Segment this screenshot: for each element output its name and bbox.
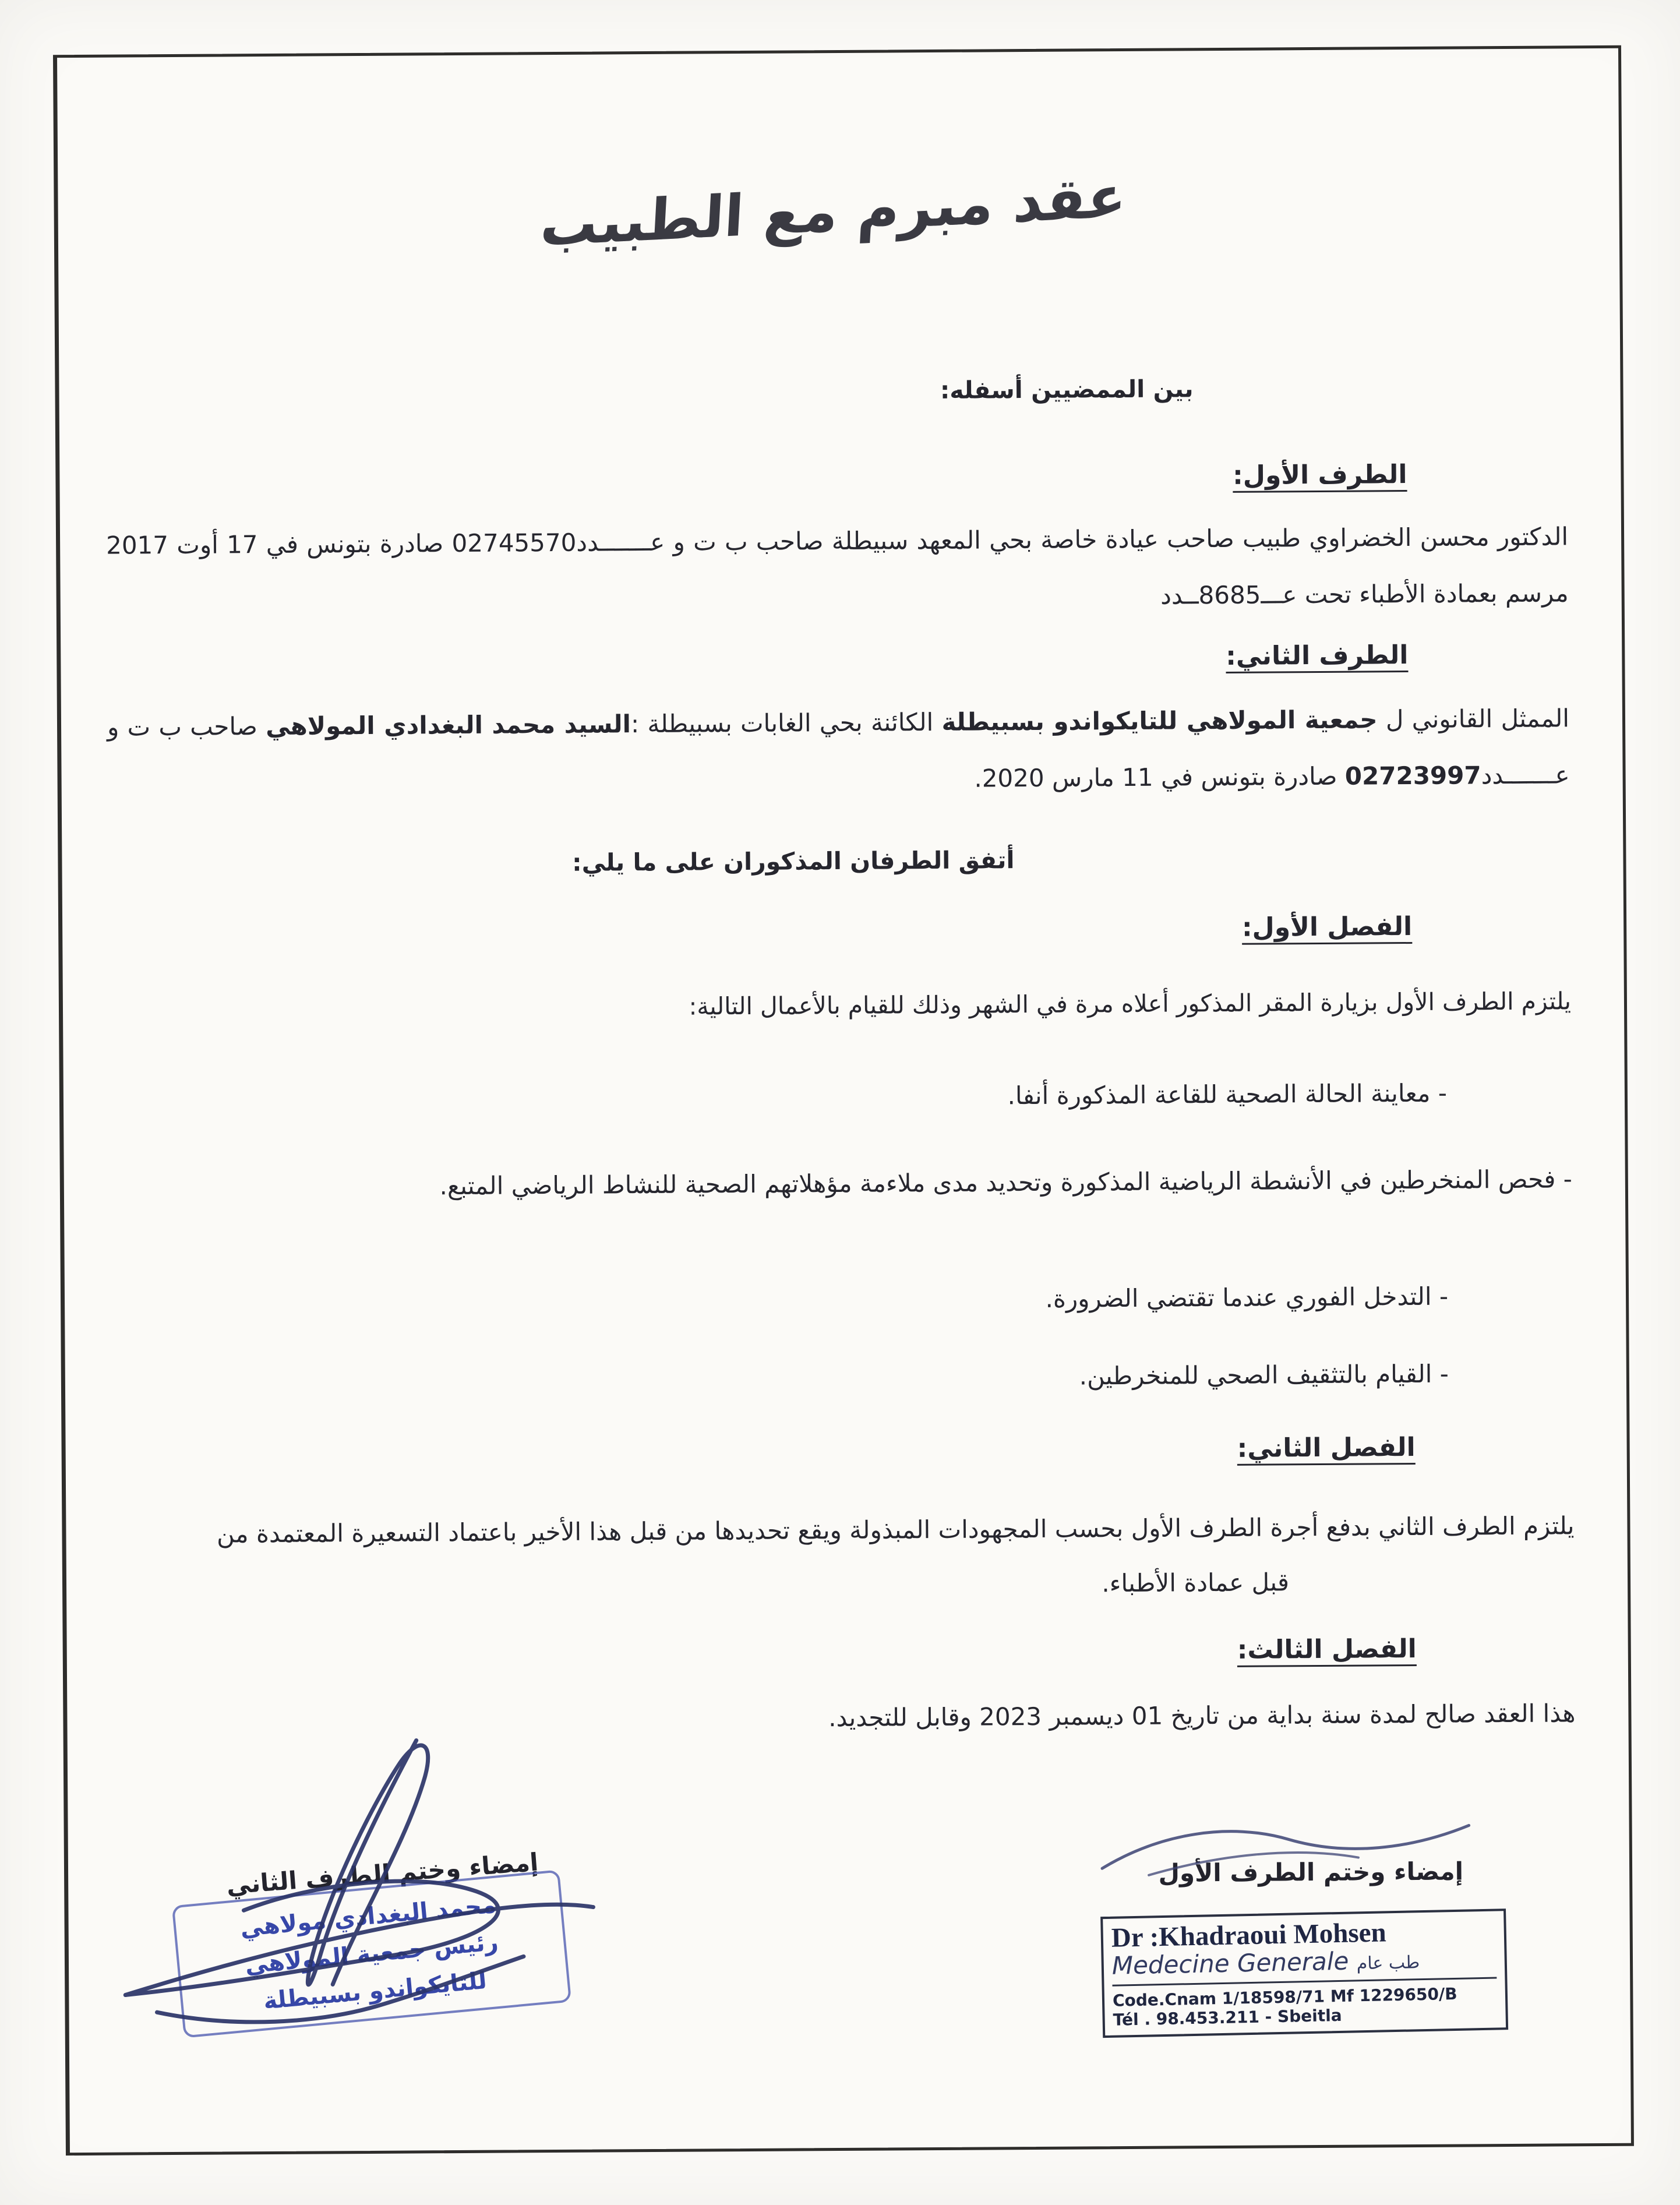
party1-paragraph: الدكتور محسن الخضراوي طبيب صاحب عيادة خاصة بحي المعهد سبيطلة صاحب ب ت و عـــــــدد02745570 صادرة بتونس في 17 أوت 2017 مرسم بعمادة الأطباء تحت عـــ8685ــدد [105,522,1569,610]
chapter1-heading: الفصل الأول: [1241,911,1413,943]
chapter1-item: - القيام بالتثقيف الصحي للمنخرطين. [1079,1359,1449,1391]
association-stamp-line: للتايكواندو بسبيطلة [262,1967,488,2015]
doctor-stamp-specialty-arabic: طب عام [1356,1952,1420,1974]
association-stamp-line: رئيس جمعية المولاهي [243,1928,500,1980]
chapter1-intro: يلتزم الطرف الأول بزيارة المقر المذكور أعلاه مرة في الشهر وذلك للقيام بالأعمال التالية: [689,987,1572,1021]
party2-representative-name: السيد محمد البغدادي المولاهي [265,710,631,741]
chapter1-item: - معاينة الحالة الصحية للقاعة المذكورة أنفا. [1007,1078,1448,1110]
doctor-stamp-phone: Tél . 98.453.211 - Sbeitla [1113,2005,1342,2030]
contract-title: عقد مبرم مع الطبيب [538,163,1128,260]
party1-signature-label: إمضاء وختم الطرف الأول [1158,1857,1464,1888]
party1-doctor-stamp [1100,1908,1508,2038]
chapter3-text: هذا العقد صالح لمدة سنة بداية من تاريخ 01 ديسمبر 2023 وقابل للتجديد. [828,1699,1576,1733]
party2-text-1: الممثل القانوني ل [1377,704,1570,734]
doctor-stamp-cnam-code: Code.Cnam 1/18598/71 Mf 1229650/B [1112,1977,1497,2010]
party1-signature-scribble [1084,1808,1492,1903]
intro-line: بين الممضيين أسفله: [940,375,1194,404]
party2-signature-label: إمضاء وختم الطرف الثاني [225,1847,539,1900]
chapter2-paragraph: يلتزم الطرف الثاني بدفع أجرة الطرف الأول بحسب المجهودات المبذولة ويقع تحديدها من قبل هذا الأخير باعتماد التسعيرة المعتمدة من قبل عمادة الأطباء. [216,1511,1575,1598]
chapter3-heading: الفصل الثالث: [1237,1634,1417,1665]
agreement-line: أتفق الطرفان المذكوران على ما يلي: [572,846,1015,877]
party2-signature-scribble [68,1722,711,2041]
party2-text-4: صادرة بتونس في 11 مارس 2020. [974,761,1345,793]
chapter2-heading: الفصل الثاني: [1237,1432,1416,1463]
chapter1-item: - التدخل الفوري عندما تقتضي الضرورة. [1045,1282,1449,1313]
party2-association-name: جمعية المولاهي للتايكواندو بسبيطلة [941,705,1378,736]
party2-id-number: 02723997 [1344,761,1481,791]
party2-text-3: صاحب ب ت و عـــــــدد [107,712,1570,790]
party2-text-2: الكائنة بحي الغابات بسبيطلة : [630,707,942,739]
party2-heading: الطرف الثاني: [1226,640,1409,671]
party2-paragraph [107,690,1570,812]
association-stamp-line: محمد البغدادي مولاهي [239,1891,497,1942]
doctor-stamp-specialty-script: Medecine Generale [1111,1946,1349,1980]
party1-heading: الطرف الأول: [1233,460,1407,491]
chapter1-item: - فحص المنخرطين في الأنشطة الرياضية المذكورة وتحديد مدى ملاءمة مؤهلاتهم الصحية للنشاط الرياضي المتبع. [439,1165,1572,1201]
doctor-stamp-name: Dr :Khadraoui Mohsen [1111,1917,1387,1953]
